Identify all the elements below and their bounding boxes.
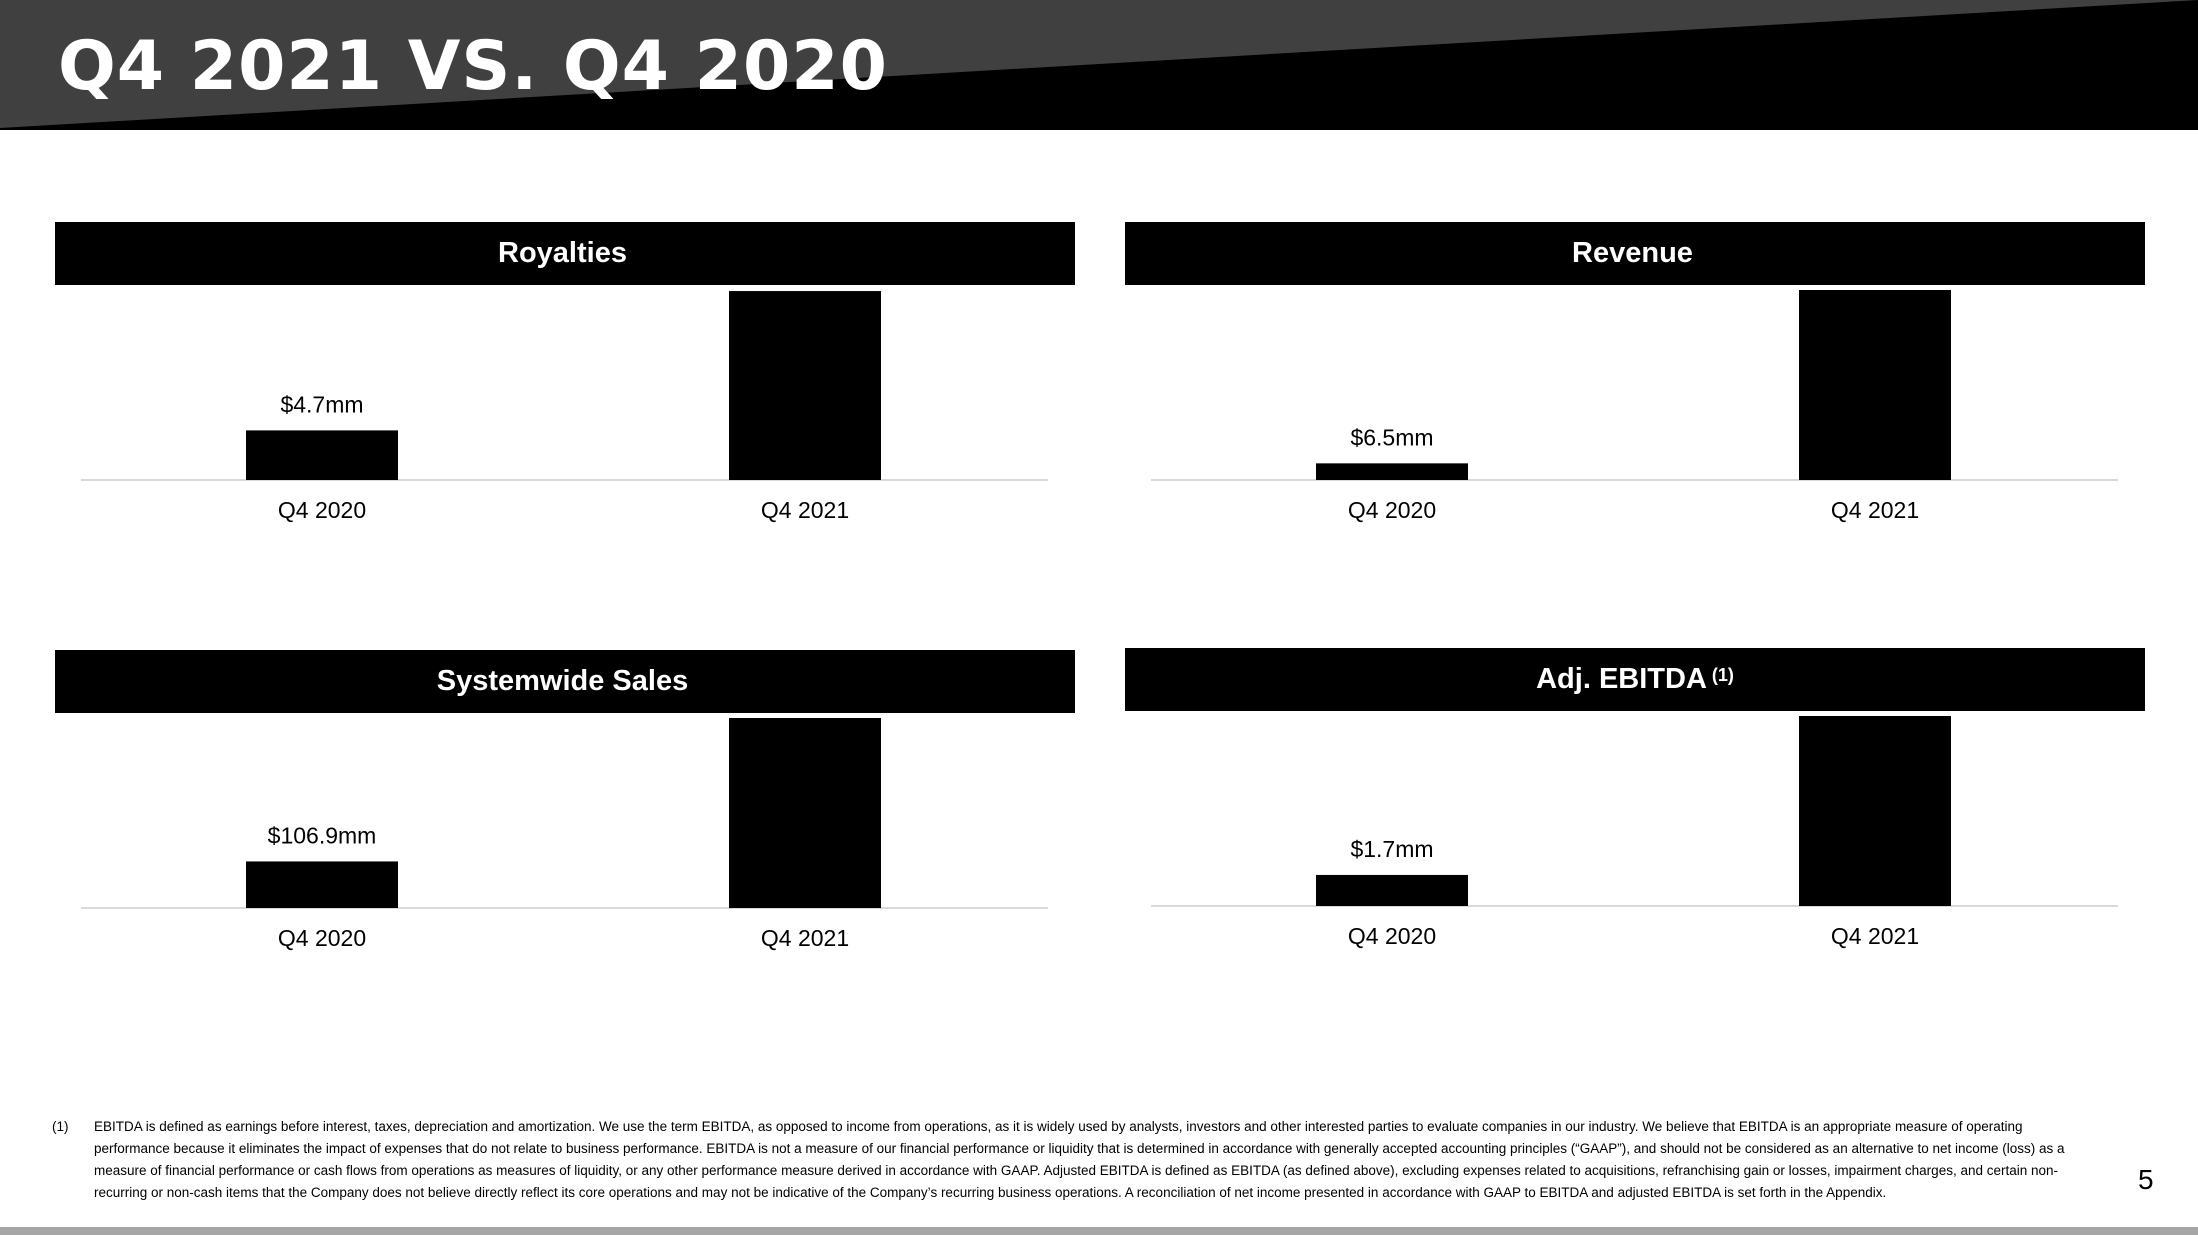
adj-ebitda-panel — [1125, 648, 2145, 1068]
data-label: $10.4mm — [1827, 677, 1923, 703]
data-label: $74.2mm — [1827, 251, 1923, 277]
category-label: Q4 2021 — [1830, 923, 1920, 949]
data-label: $6.5mm — [1350, 424, 1434, 451]
slide-header — [0, 0, 2198, 130]
data-label: $1.7mm — [1350, 835, 1434, 862]
slide-title: Q4 2021 VS. Q4 2020 — [58, 27, 888, 106]
data-label: $436.3mm — [750, 679, 860, 705]
panel-title — [1125, 222, 2145, 285]
systemwide-sales-panel — [55, 650, 1075, 1070]
category-label: Q4 2020 — [1347, 923, 1437, 949]
bar — [246, 861, 398, 908]
data-label: $106.9mm — [267, 822, 377, 849]
panel-title-text: Systemwide Sales — [436, 665, 689, 697]
royalties-panel — [55, 222, 1075, 642]
bottom-bar — [0, 1227, 2198, 1235]
revenue-panel — [1125, 222, 2145, 642]
bar — [1316, 463, 1468, 480]
bar — [729, 291, 881, 480]
panel-title-footnote-ref: (1) — [1711, 665, 1734, 685]
panel-title-text: Adj. EBITDA — [1536, 663, 1707, 695]
category-label: Q4 2020 — [277, 925, 367, 951]
panel-title — [1125, 648, 2145, 711]
bar — [1316, 875, 1468, 906]
category-label: Q4 2020 — [277, 497, 367, 523]
bar — [246, 430, 398, 480]
bar — [1799, 716, 1951, 906]
footnote-text: EBITDA is defined as earnings before interest, taxes, depreciation and amortization. We use the term EBITDA, as opposed to income from operations, as it is widely used by analysts, investors and other interested parties to evaluate companies in our industry. We believe that EBITDA is an appropriate measure of operating performance because it eliminates the impact of expenses that do not relate to business performance. EBITDA is not a measure of our financial performance or liquidity that is determined in accordance with generally accepted accounting principles (“GAAP”), and should not be considered as an alternative to net income (loss) as a measure of financial performance or cash flows from operations as measures of liquidity, or any other performance measure derived in accordance with GAAP. Adjusted EBITDA is defined as EBITDA (as defined above), excluding expenses related to acquisitions, refranchising gain or losses, impairment charges, and certain non-recurring or non-cash items that the Company does not believe directly reflect its core operations and may not be indicative of the Company’s recurring business operations. A reconciliation of net income presented in accordance with GAAP to EBITDA and adjusted EBITDA is set forth in the Appendix. — [94, 1119, 2065, 1200]
category-label: Q4 2021 — [760, 925, 850, 951]
panel-title-text: Revenue — [1572, 237, 1693, 269]
category-label: Q4 2021 — [760, 497, 850, 523]
category-label: Q4 2020 — [1347, 497, 1437, 523]
data-label: $4.7mm — [280, 391, 364, 418]
category-label: Q4 2021 — [1830, 497, 1920, 523]
panel-title — [55, 650, 1075, 713]
page-number: 5 — [2138, 1164, 2154, 1195]
footnote-marker: (1) — [52, 1119, 69, 1134]
bar — [729, 718, 881, 908]
data-label: $17.9mm — [757, 252, 853, 279]
bar — [1799, 290, 1951, 480]
panel-title-text: Royalties — [498, 237, 627, 269]
panel-title — [55, 222, 1075, 285]
